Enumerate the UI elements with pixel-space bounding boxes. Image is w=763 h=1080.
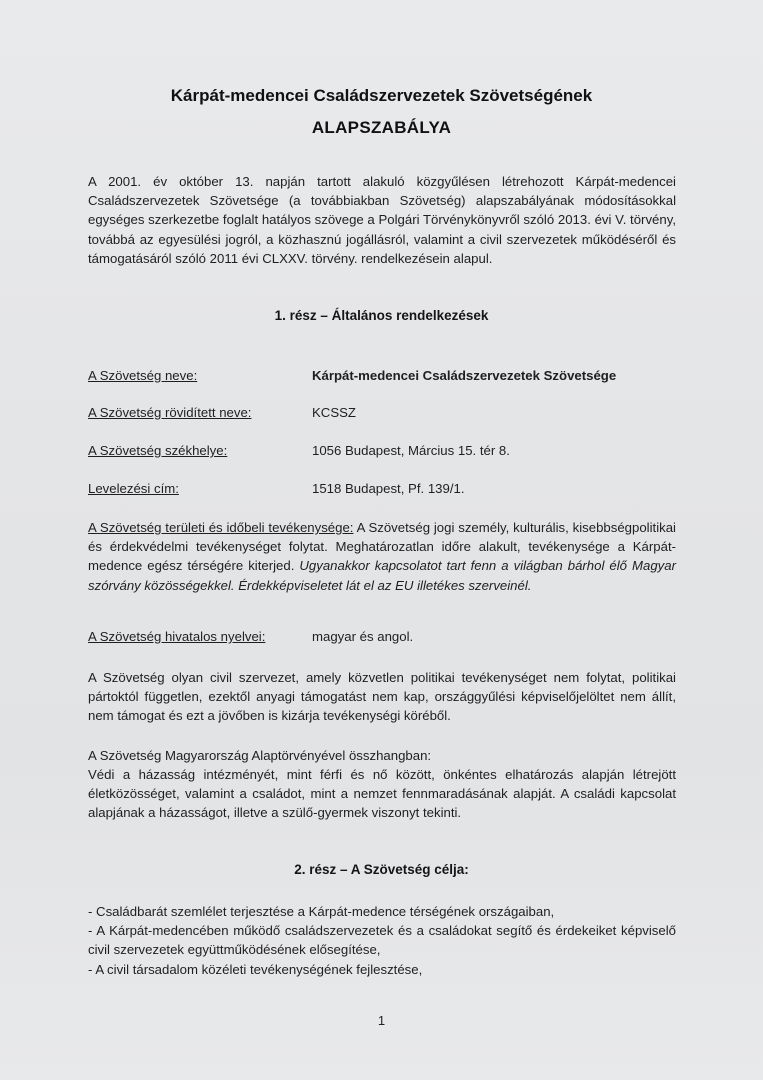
- page-number: 1: [377, 1013, 386, 1028]
- field-label: A Szövetség neve:: [88, 368, 198, 383]
- field-value: magyar és angol.: [312, 629, 414, 644]
- field-label: A Szövetség székhelye:: [88, 443, 228, 458]
- constitution-heading: A Szövetség Magyarország Alaptörvényével összhangban:: [88, 748, 432, 763]
- intro-paragraph: A 2001. év október 13. napján tartott alakuló közgyűlésen létrehozott Kárpát-medencei Családszervezetek Szövetsége (a továbbiakban Szövetség) alapszabályának módosításokkal egységes szerkezetbe foglalt hatályos szövege a Polgári Törvénykönyvről szóló 2013. évi V. törvény, továbbá az egyesülési jogról, a közhasznú jogállásról, valamint a civil szervezetek működéséről és támogatásáról szóló 2011 évi CLXXV. törvény. rendelkezésein alapul.: [88, 174, 676, 266]
- field-value: 1518 Budapest, Pf. 139/1.: [312, 481, 465, 496]
- field-value: 1056 Budapest, Március 15. tér 8.: [312, 443, 510, 458]
- section-1-title: 1. rész – Általános rendelkezések: [274, 308, 489, 323]
- field-name: [88, 368, 688, 388]
- field-label: Levelezési cím:: [88, 481, 179, 496]
- field-postal-address: [88, 481, 688, 501]
- field-value: Kárpát-medencei Családszervezetek Szövetsége: [312, 368, 617, 383]
- document-title: Kárpát-medencei Családszervezetek Szövetségének: [170, 86, 593, 105]
- field-value: KCSSZ: [312, 405, 356, 420]
- field-languages: [88, 629, 688, 649]
- list-item: - Családbarát szemlélet terjesztése a Kárpát-medence térségének országaiban,: [88, 904, 555, 919]
- constitution-paragraph: Védi a házasság intézményét, mint férfi és nő között, önkéntes elhatározás alapján létrejött életközösséget, valamint a családot, mint a nemzet fennmaradásának alapját. A családi kapcsolat alapjának a házasságot, illetve a szülő-gyermek viszonyt tekinti.: [88, 767, 676, 821]
- activity-text: A Szövetség jogi személy, kulturális, kisebbségpolitikai és érdekvédelmi tevékenységet folytat. Meghatározatlan időre alakult, tevékenysége a Kárpát-medence egész térségére kiterjed.: [88, 520, 676, 574]
- activity-paragraph: [88, 518, 676, 595]
- section-2-title: 2. rész – A Szövetség célja:: [294, 862, 469, 877]
- field-seat: [88, 443, 688, 463]
- document-subtitle: ALAPSZABÁLYA: [311, 118, 452, 137]
- field-short-name: [88, 405, 688, 425]
- field-label: A Szövetség rövidített neve:: [88, 405, 252, 420]
- activity-label: A Szövetség területi és időbeli tevékenysége:: [88, 520, 354, 535]
- activity-italic-text: Ugyanakkor kapcsolatot tart fenn a világban bárhol élő Magyar szórvány közösségekkel. Érdekképviseletet lát el az EU illetékes szerveinél.: [88, 558, 676, 593]
- field-label: A Szövetség hivatalos nyelvei:: [88, 629, 266, 644]
- civil-paragraph: A Szövetség olyan civil szervezet, amely közvetlen politikai tevékenységet nem folytat, politikai pártoktól független, ezektől anyagi támogatást nem kap, országgyűlési képviselőjelöltet nem állít, nem támogat és ezt a jövőben is kizárja tevékenységi köréből.: [88, 670, 676, 724]
- list-item: - A Kárpát-medencében működő családszervezetek és a családokat segítő és érdekeiket képviselő civil szervezetek együttműködésének elősegítése,: [88, 923, 676, 958]
- list-item: - A civil társadalom közéleti tevékenységének fejlesztése,: [88, 962, 423, 977]
